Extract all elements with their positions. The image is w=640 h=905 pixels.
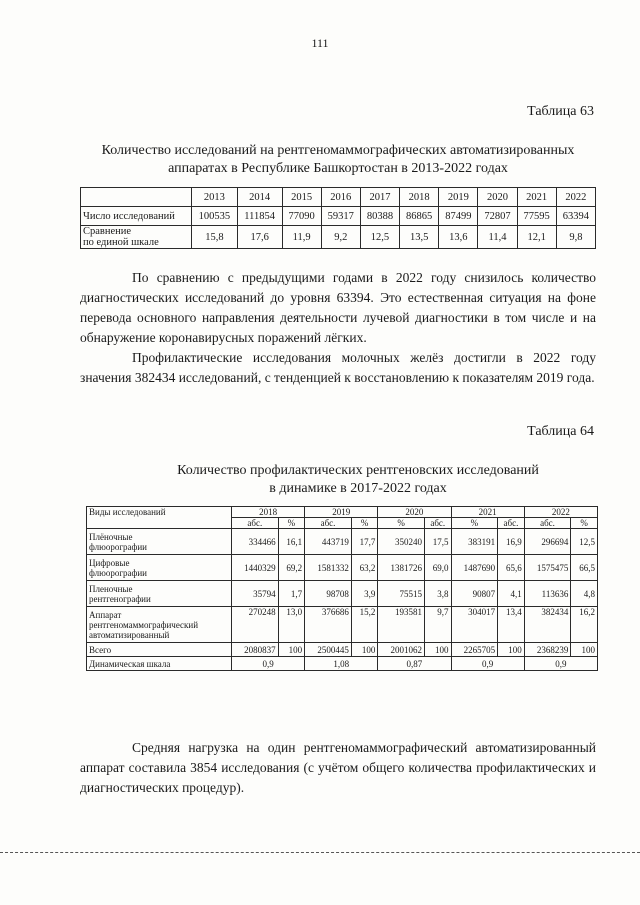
table-63-year: 2018 bbox=[400, 188, 439, 207]
table-64-row-label bbox=[87, 581, 232, 607]
table-cell: 69,2 bbox=[278, 555, 305, 581]
table-63-header-row bbox=[81, 188, 596, 207]
table-cell: 80388 bbox=[360, 207, 399, 226]
paragraph-decline bbox=[80, 268, 596, 348]
paragraph-preventive bbox=[80, 348, 596, 388]
table-64-row-label bbox=[87, 529, 232, 555]
table-64-title-line-2: в динамике в 2017-2022 годах bbox=[269, 481, 447, 496]
table-63-title-line-2: аппаратах в Республике Башкортостан в 2013-2022 годах bbox=[168, 161, 508, 176]
table-cell: 4,1 bbox=[498, 581, 525, 607]
table-cell: 11,9 bbox=[282, 226, 321, 249]
table-cell: 16,1 bbox=[278, 529, 305, 555]
table-cell: 100 bbox=[351, 643, 378, 657]
table-63-title bbox=[60, 142, 616, 178]
table-cell: 9,8 bbox=[556, 226, 595, 249]
table-63-corner-cell bbox=[81, 188, 192, 207]
table-63-year: 2020 bbox=[478, 188, 517, 207]
table-cell: 63,2 bbox=[351, 555, 378, 581]
table-cell: 11,4 bbox=[478, 226, 517, 249]
table-64-year: 2022 bbox=[524, 507, 597, 518]
table-64-unit: % bbox=[571, 518, 598, 529]
table-64 bbox=[86, 506, 598, 671]
table-63-year: 2017 bbox=[360, 188, 399, 207]
table-cell: 16,2 bbox=[571, 607, 598, 643]
table-64-year: 2018 bbox=[232, 507, 305, 518]
table-cell: 17,7 bbox=[351, 529, 378, 555]
table-64-unit: абс. bbox=[524, 518, 571, 529]
table-cell: 4,8 bbox=[571, 581, 598, 607]
table-cell: 1581332 bbox=[305, 555, 352, 581]
table-cell: 15,8 bbox=[192, 226, 238, 249]
table-cell: 15,2 bbox=[351, 607, 378, 643]
table-64-year: 2020 bbox=[378, 507, 451, 518]
table-cell: 75515 bbox=[378, 581, 425, 607]
table-64-unit: абс. bbox=[305, 518, 352, 529]
label-line: флюорографии bbox=[89, 541, 147, 552]
table-64-unit: % bbox=[278, 518, 305, 529]
table-64-title-line-1: Количество профилактических рентгеновских исследований bbox=[177, 463, 539, 478]
table-cell: 87499 bbox=[439, 207, 478, 226]
table-cell: 0,9 bbox=[232, 657, 305, 671]
table-cell: 0,9 bbox=[524, 657, 597, 671]
table-64-year: 2019 bbox=[305, 507, 378, 518]
table-64-header-row-years bbox=[87, 507, 598, 518]
table-cell: 443719 bbox=[305, 529, 352, 555]
table-cell: 2368239 bbox=[524, 643, 571, 657]
table-cell: 90807 bbox=[451, 581, 498, 607]
table-63-year: 2015 bbox=[282, 188, 321, 207]
table-cell: 350240 bbox=[378, 529, 425, 555]
paragraph-text: По сравнению с предыдущими годами в 2022 году снизилось количество диагностических исследований до уровня 63394. Это естественная ситуация на фоне перевода основного направления деятельности лучевой диагностики в том числе и на обнаружение коронавирусных поражений лёгких. bbox=[80, 270, 596, 345]
table-cell: 13,0 bbox=[278, 607, 305, 643]
table-64-header-label: Виды исследований bbox=[87, 507, 232, 529]
table-cell: 1440329 bbox=[232, 555, 279, 581]
table-cell: 111854 bbox=[237, 207, 282, 226]
table-cell: 100 bbox=[571, 643, 598, 657]
table-cell: 9,2 bbox=[321, 226, 360, 249]
table-63-row-label bbox=[81, 226, 192, 249]
table-64-title bbox=[80, 462, 636, 498]
table-cell: 2080837 bbox=[232, 643, 279, 657]
table-64-unit: % bbox=[378, 518, 425, 529]
table-cell: 77595 bbox=[517, 207, 556, 226]
table-63-year: 2016 bbox=[321, 188, 360, 207]
page-number: 111 bbox=[311, 36, 329, 50]
label-line: Сравнение bbox=[83, 226, 132, 237]
table-64-unit: абс. bbox=[498, 518, 525, 529]
table-row bbox=[87, 643, 598, 657]
table-cell: 100 bbox=[278, 643, 305, 657]
table-cell: 16,9 bbox=[498, 529, 525, 555]
table-cell: 2500445 bbox=[305, 643, 352, 657]
table-63 bbox=[80, 187, 596, 249]
table-64-row-label: Всего bbox=[87, 643, 232, 657]
label-line: по единой шкале bbox=[83, 237, 159, 248]
table-cell: 13,5 bbox=[400, 226, 439, 249]
table-cell: 65,6 bbox=[498, 555, 525, 581]
table-63-year: 2013 bbox=[192, 188, 238, 207]
table-cell: 0,87 bbox=[378, 657, 451, 671]
table-cell: 9,7 bbox=[425, 607, 452, 643]
table-cell: 100 bbox=[425, 643, 452, 657]
label-line: Цифровые bbox=[89, 557, 130, 568]
paragraph-text: Средняя нагрузка на один рентгеномаммографический автоматизированный аппарат составила 3854 исследования (с учётом общего количества профилактических и диагностических процедур). bbox=[80, 740, 596, 795]
paragraph-text: Профилактические исследования молочных желёз достигли в 2022 году значения 382434 исследований, с тенденцией к восстановлению к показателям 2019 года. bbox=[80, 350, 596, 385]
table-64-unit: % bbox=[451, 518, 498, 529]
table-cell: 77090 bbox=[282, 207, 321, 226]
table-cell: 304017 bbox=[451, 607, 498, 643]
table-64-dynamic-row bbox=[87, 657, 598, 671]
table-cell: 382434 bbox=[524, 607, 571, 643]
label-line: Плёночные bbox=[89, 531, 133, 542]
table-64-row-label bbox=[87, 607, 232, 643]
table-63-row-label: Число исследований bbox=[81, 207, 192, 226]
table-cell: 100 bbox=[498, 643, 525, 657]
table-63-label: Таблица 63 bbox=[527, 104, 594, 119]
table-cell: 1,08 bbox=[305, 657, 378, 671]
table-row bbox=[81, 226, 596, 249]
table-cell: 13,6 bbox=[439, 226, 478, 249]
table-63-year: 2014 bbox=[237, 188, 282, 207]
table-64-label: Таблица 64 bbox=[527, 424, 594, 439]
table-row bbox=[87, 607, 598, 643]
page-bottom-rule bbox=[0, 852, 640, 853]
table-cell: 98708 bbox=[305, 581, 352, 607]
table-cell: 193581 bbox=[378, 607, 425, 643]
table-cell: 1487690 bbox=[451, 555, 498, 581]
table-cell: 3,9 bbox=[351, 581, 378, 607]
table-64-row-label bbox=[87, 555, 232, 581]
table-cell: 0,9 bbox=[451, 657, 524, 671]
table-cell: 383191 bbox=[451, 529, 498, 555]
table-cell: 69,0 bbox=[425, 555, 452, 581]
label-line: рентгеномаммографический bbox=[89, 619, 199, 630]
table-cell: 35794 bbox=[232, 581, 279, 607]
label-line: рентгенографии bbox=[89, 593, 151, 604]
table-cell: 1,7 bbox=[278, 581, 305, 607]
table-cell: 296694 bbox=[524, 529, 571, 555]
table-64-year: 2021 bbox=[451, 507, 524, 518]
paragraph-average-load bbox=[80, 738, 596, 798]
table-row bbox=[81, 207, 596, 226]
table-cell: 13,4 bbox=[498, 607, 525, 643]
table-cell: 100535 bbox=[192, 207, 238, 226]
label-line: Аппарат bbox=[89, 609, 122, 620]
table-64-row-label: Динамическая шкала bbox=[87, 657, 232, 671]
table-cell: 1381726 bbox=[378, 555, 425, 581]
table-64-unit: абс. bbox=[425, 518, 452, 529]
table-64-unit: % bbox=[351, 518, 378, 529]
table-cell: 3,8 bbox=[425, 581, 452, 607]
table-63-title-line-1: Количество исследований на рентгеномаммографических автоматизированных bbox=[101, 143, 575, 158]
table-cell: 12,5 bbox=[360, 226, 399, 249]
table-63-year: 2022 bbox=[556, 188, 595, 207]
table-row bbox=[87, 581, 598, 607]
table-cell: 63394 bbox=[556, 207, 595, 226]
table-64-unit: абс. bbox=[232, 518, 279, 529]
table-cell: 113636 bbox=[524, 581, 571, 607]
label-line: автоматизированный bbox=[89, 629, 170, 640]
label-line: флюорографии bbox=[89, 567, 147, 578]
table-cell: 334466 bbox=[232, 529, 279, 555]
table-cell: 17,5 bbox=[425, 529, 452, 555]
table-63-year: 2019 bbox=[439, 188, 478, 207]
table-cell: 12,1 bbox=[517, 226, 556, 249]
label-line: Пленочные bbox=[89, 583, 133, 594]
table-cell: 12,5 bbox=[571, 529, 598, 555]
table-cell: 86865 bbox=[400, 207, 439, 226]
table-cell: 2001062 bbox=[378, 643, 425, 657]
table-cell: 72807 bbox=[478, 207, 517, 226]
table-cell: 2265705 bbox=[451, 643, 498, 657]
table-cell: 1575475 bbox=[524, 555, 571, 581]
table-row bbox=[87, 555, 598, 581]
table-63-year: 2021 bbox=[517, 188, 556, 207]
table-row bbox=[87, 529, 598, 555]
table-cell: 17,6 bbox=[237, 226, 282, 249]
table-cell: 59317 bbox=[321, 207, 360, 226]
table-cell: 270248 bbox=[232, 607, 279, 643]
table-cell: 376686 bbox=[305, 607, 352, 643]
table-cell: 66,5 bbox=[571, 555, 598, 581]
